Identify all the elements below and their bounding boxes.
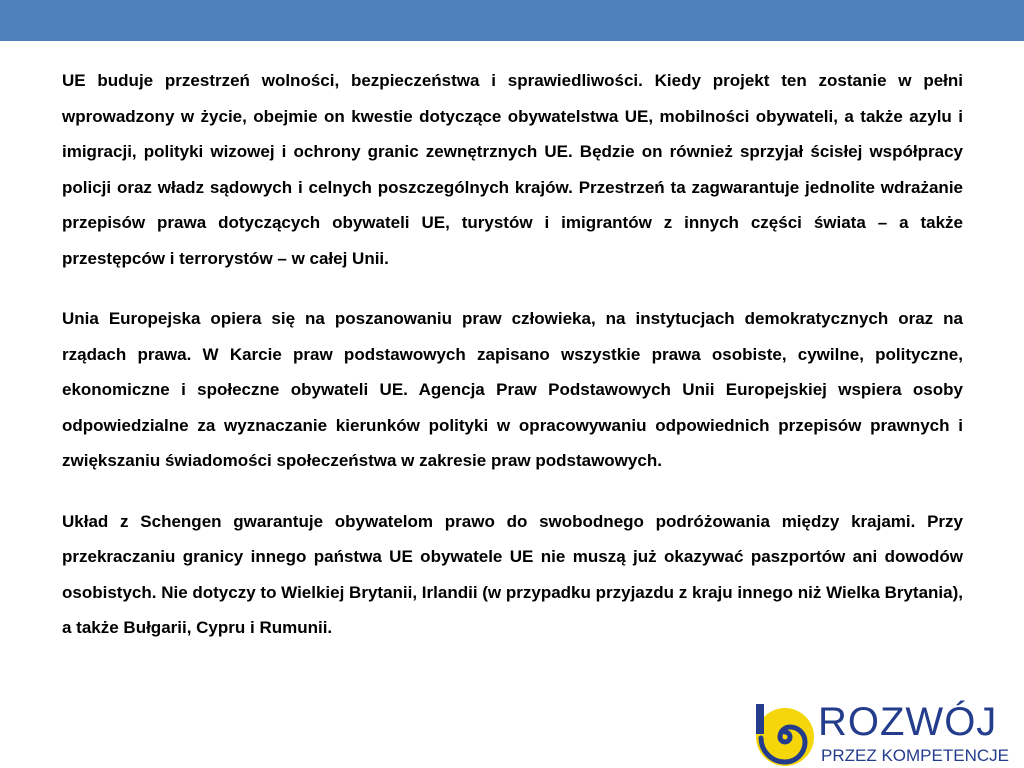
- logo-word: ROZWÓJ: [818, 700, 998, 744]
- logo-tagline: PRZEZ KOMPETENCJE: [821, 746, 1009, 765]
- slide-body: [62, 63, 963, 671]
- paragraph-freedom-security-justice: UE buduje przestrzeń wolności, bezpieczeństwa i sprawiedliwości. Kiedy projekt ten zostanie w pełni wprowadzony w życie, obejmie on kwestie dotyczące obywatelstwa UE, mobilności obywateli, a także azylu i imigracji, polityki wizowej i ochrony granic zewnętrznych UE. Będzie on również sprzyjał ścisłej współpracy policji oraz władz sądowych i celnych poszczególnych krajów. Przestrzeń ta zagwarantuje jednolite wdrażanie przepisów prawa dotyczących obywateli UE, turystów i imigrantów z innych części świata – a także przestępców i terrorystów – w całej Unii.: [62, 71, 963, 268]
- spiral-logo-icon: [752, 702, 818, 768]
- header-bar: [0, 0, 1024, 41]
- rozwoj-logo: [752, 700, 1024, 768]
- paragraph-fundamental-rights: Unia Europejska opiera się na poszanowaniu praw człowieka, na instytucjach demokratycznych oraz na rządach prawa. W Karcie praw podstawowych zapisano wszystkie prawa osobiste, cywilne, polityczne, ekonomiczne i społeczne obywateli UE. Agencja Praw Podstawowych Unii Europejskiej wspiera osoby odpowiedzialne za wyznaczanie kierunków polityki w opracowywaniu odpowiednich przepisów prawnych i zwiększaniu świadomości społeczeństwa w zakresie praw podstawowych.: [62, 309, 963, 470]
- paragraph-schengen: Układ z Schengen gwarantuje obywatelom prawo do swobodnego podróżowania między krajami. Przy przekraczaniu granicy innego państwa UE obywatele UE nie muszą już okazywać paszportów ani dowodów osobistych. Nie dotyczy to Wielkiej Brytanii, Irlandii (w przypadku przyjazdu z kraju innego niż Wielka Brytania), a także Bułgarii, Cypru i Rumunii.: [62, 511, 963, 637]
